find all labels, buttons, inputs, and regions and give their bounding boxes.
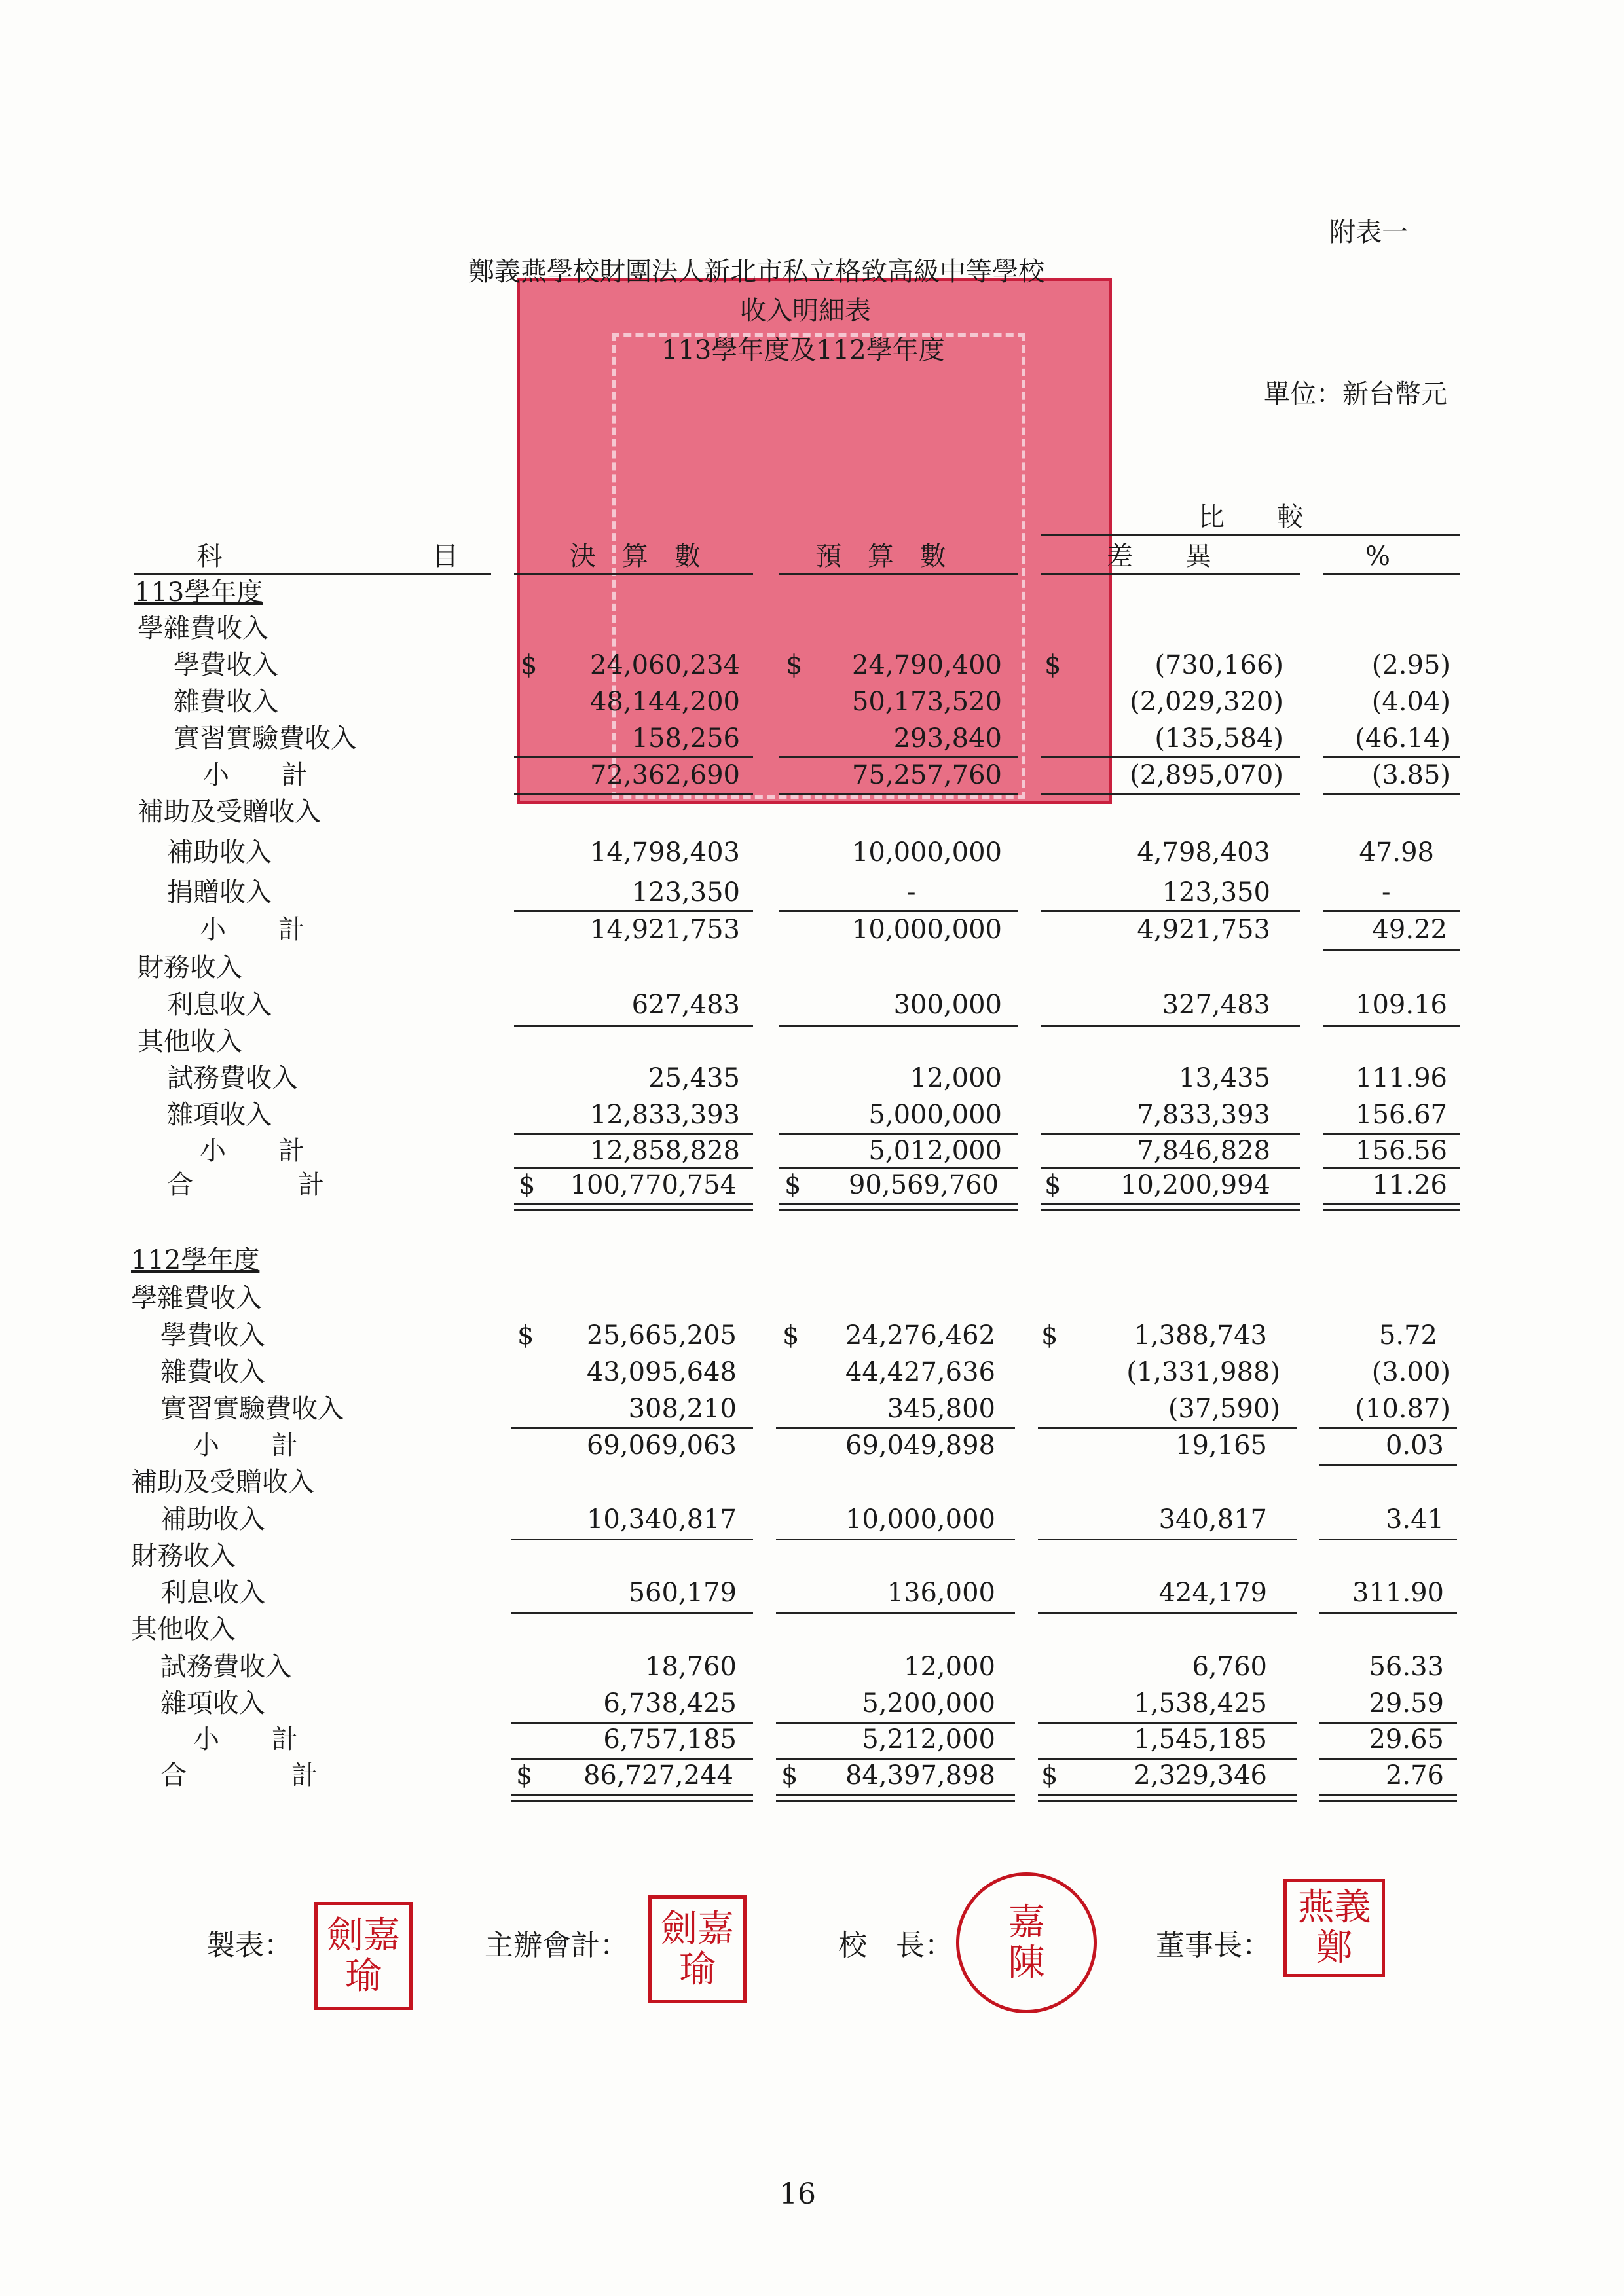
subtotal-rule (514, 1167, 753, 1169)
budget-value: 5,012,000 (868, 1136, 1002, 1166)
subtotal-rule (779, 1133, 1018, 1135)
compare-header: 比 較 (1198, 502, 1303, 532)
subtotal-rule (776, 1758, 1015, 1760)
header-rule (514, 573, 753, 575)
budget-value: 84,397,898 (845, 1760, 995, 1791)
subtotal-rule (514, 1133, 753, 1135)
diff-value: (730,166) (1154, 650, 1283, 680)
subtotal-rule (779, 756, 1018, 758)
pct-value: 56.33 (1369, 1652, 1444, 1682)
accountant-label: 主辦會計： (485, 1929, 629, 1962)
budget-value: 75,257,760 (851, 760, 1002, 790)
subtotal-rule (779, 1025, 1018, 1027)
subtotal-rule (776, 1539, 1015, 1540)
actual-value: 25,665,205 (586, 1321, 737, 1351)
total-double-rule (1041, 1203, 1300, 1211)
budget-value: 10,000,000 (845, 1504, 995, 1535)
row-label: 試務費收入 (167, 1063, 298, 1093)
row-label: 補助收入 (167, 837, 272, 867)
subtotal-rule (1041, 1167, 1300, 1169)
pct-value: 11.26 (1372, 1170, 1447, 1200)
actual-value: 24,060,234 (589, 650, 740, 680)
subtotal-rule (511, 1612, 753, 1614)
subtotal-rule (1041, 1025, 1300, 1027)
subtotal-rule (1038, 1539, 1297, 1540)
diff-value: (135,584) (1154, 723, 1283, 754)
annex-label: 附表一 (1329, 217, 1408, 247)
group-label: 財務收入 (138, 953, 242, 983)
diff-value: 4,921,753 (1137, 915, 1270, 945)
pct-value: 29.65 (1369, 1724, 1444, 1755)
subtotal-rule (514, 756, 753, 758)
currency-sign: $ (1044, 1170, 1061, 1200)
pct-value: 2.76 (1385, 1760, 1444, 1791)
group-label: 補助及受贈收入 (131, 1467, 314, 1497)
subtotal-rule (511, 1427, 753, 1429)
row-label: 雜費收入 (174, 687, 278, 717)
subtotal-rule (514, 793, 753, 795)
pct-value: (2.95) (1371, 650, 1450, 680)
subtotal-rule (1323, 756, 1460, 758)
currency-sign: $ (786, 650, 803, 680)
row-label: 利息收入 (167, 990, 272, 1020)
document-period: 113學年度及112學年度 (661, 335, 945, 365)
diff-value: 19,165 (1175, 1430, 1267, 1461)
row-label: 捐贈收入 (167, 877, 272, 907)
pct-value: (3.85) (1371, 760, 1450, 790)
budget-value: 5,200,000 (862, 1688, 995, 1719)
pct-value: 49.22 (1372, 915, 1447, 945)
actual-value: 560,179 (628, 1578, 737, 1608)
total-double-rule (1323, 1203, 1460, 1211)
subtotal-rule (779, 1167, 1018, 1169)
budget-value: 24,790,400 (851, 650, 1002, 680)
subtotal-rule (1323, 1167, 1460, 1169)
currency-sign: $ (516, 1760, 533, 1791)
budget-value: 10,000,000 (851, 837, 1002, 867)
budget-value: 300,000 (893, 990, 1002, 1020)
diff-value: 10,200,994 (1120, 1170, 1270, 1200)
actual-value: 25,435 (648, 1063, 740, 1093)
header-rule (1323, 573, 1460, 575)
actual-value: 43,095,648 (586, 1357, 737, 1387)
accountant-stamp: 劍嘉 瑜 (648, 1895, 747, 2003)
actual-value: 12,858,828 (589, 1136, 740, 1166)
subtotal-rule (511, 1758, 753, 1760)
actual-header: 決 算 數 (570, 541, 701, 572)
total-double-rule (1320, 1794, 1457, 1802)
subtotal-rule (1320, 1427, 1457, 1429)
pct-value: - (1382, 877, 1391, 907)
currency-sign: $ (521, 650, 538, 680)
group-label: 其他收入 (131, 1614, 236, 1645)
pct-value: (3.00) (1371, 1357, 1450, 1387)
subtotal-rule (779, 910, 1018, 912)
row-label: 雜費收入 (160, 1357, 265, 1387)
total-double-rule (779, 1203, 1018, 1211)
pct-value: (46.14) (1355, 723, 1450, 754)
subtotal-rule (1323, 1133, 1460, 1135)
budget-value: - (907, 877, 916, 907)
chairman-label: 董事長： (1156, 1929, 1271, 1962)
currency-sign: $ (781, 1760, 798, 1791)
row-label: 小 計 (203, 760, 308, 790)
pct-value: 109.16 (1356, 990, 1447, 1020)
subtotal-rule (1323, 793, 1460, 795)
diff-value: 424,179 (1158, 1578, 1267, 1608)
row-label: 小 計 (200, 915, 304, 945)
group-label: 財務收入 (131, 1541, 236, 1571)
actual-value: 6,757,185 (603, 1724, 737, 1755)
subtotal-rule (1038, 1427, 1297, 1429)
diff-value: 7,833,393 (1137, 1100, 1270, 1130)
year-113-title: 113學年度 (134, 577, 263, 608)
pct-value: 156.67 (1356, 1100, 1447, 1130)
row-label: 補助收入 (160, 1504, 265, 1535)
subtotal-rule (511, 1539, 753, 1540)
currency-sign: $ (1041, 1321, 1058, 1351)
actual-value: 18,760 (645, 1652, 737, 1682)
budget-value: 24,276,462 (845, 1321, 995, 1351)
diff-value: 327,483 (1162, 990, 1270, 1020)
subtotal-rule (514, 910, 753, 912)
row-label: 合 計 (160, 1760, 318, 1791)
total-double-rule (1038, 1794, 1297, 1802)
actual-value: 10,340,817 (586, 1504, 737, 1535)
pct-value: 311.90 (1352, 1578, 1444, 1608)
row-label: 小 計 (193, 1430, 298, 1461)
principal-stamp: 嘉 陳 (956, 1872, 1097, 2013)
currency-sign: $ (517, 1321, 534, 1351)
subtotal-rule (1038, 1612, 1297, 1614)
row-label: 雜項收入 (160, 1688, 265, 1719)
subtotal-rule (1038, 1758, 1297, 1760)
diff-header: 差 異 (1107, 541, 1211, 572)
pct-header: % (1365, 541, 1391, 572)
budget-value: 293,840 (893, 723, 1002, 754)
subtotal-rule (1320, 1722, 1457, 1724)
preparer-stamp: 劍嘉 瑜 (314, 1902, 413, 2010)
diff-value: (37,590) (1168, 1394, 1280, 1424)
currency-sign: $ (783, 1321, 800, 1351)
row-label: 試務費收入 (160, 1652, 291, 1682)
subtotal-rule (779, 793, 1018, 795)
group-label: 其他收入 (138, 1027, 242, 1057)
group-label: 學雜費收入 (131, 1283, 262, 1313)
budget-value: 12,000 (910, 1063, 1002, 1093)
principal-label: 校 長： (838, 1929, 953, 1962)
diff-value: 340,817 (1158, 1504, 1267, 1535)
subject-header: 科 目 (196, 541, 458, 572)
subtotal-rule (1320, 1539, 1457, 1540)
row-label: 學費收入 (174, 650, 278, 680)
actual-value: 627,483 (631, 990, 740, 1020)
subtotal-rule (1320, 1464, 1457, 1466)
actual-value: 69,069,063 (586, 1430, 737, 1461)
budget-value: 90,569,760 (848, 1170, 999, 1200)
diff-value: 13,435 (1179, 1063, 1270, 1093)
pct-value: (4.04) (1371, 687, 1450, 717)
pct-value: (10.87) (1355, 1394, 1450, 1424)
diff-value: 1,388,743 (1134, 1321, 1267, 1351)
row-label: 雜項收入 (167, 1100, 272, 1130)
chairman-stamp: 燕義 鄭 (1283, 1879, 1385, 1977)
budget-value: 44,427,636 (845, 1357, 995, 1387)
unit-label: 單位：新台幣元 (1264, 379, 1447, 409)
budget-value: 5,212,000 (862, 1724, 995, 1755)
compare-rule (1041, 534, 1460, 536)
subtotal-rule (1323, 1025, 1460, 1027)
subtotal-rule (1041, 756, 1300, 758)
pct-value: 5.72 (1378, 1321, 1437, 1351)
diff-value: 1,545,185 (1134, 1724, 1267, 1755)
actual-value: 14,798,403 (589, 837, 740, 867)
subtotal-rule (1323, 910, 1460, 912)
total-double-rule (514, 1203, 753, 1211)
budget-value: 12,000 (904, 1652, 995, 1682)
group-label: 補助及受贈收入 (138, 797, 321, 827)
subtotal-rule (1320, 1612, 1457, 1614)
subtotal-rule (511, 1722, 753, 1724)
row-label: 利息收入 (160, 1578, 265, 1608)
diff-value: 123,350 (1162, 877, 1270, 907)
actual-value: 12,833,393 (589, 1100, 740, 1130)
header-rule (779, 573, 1018, 575)
header-rule (134, 573, 491, 575)
subtotal-rule (1041, 793, 1300, 795)
currency-sign: $ (784, 1170, 802, 1200)
diff-value: (1,331,988) (1126, 1357, 1280, 1387)
budget-header: 預 算 數 (815, 541, 946, 572)
total-double-rule (511, 1794, 753, 1802)
budget-value: 50,173,520 (851, 687, 1002, 717)
actual-value: 100,770,754 (570, 1170, 737, 1200)
row-label: 小 計 (193, 1724, 298, 1755)
header-rule (1041, 573, 1300, 575)
pct-value: 0.03 (1385, 1430, 1444, 1461)
row-label: 實習實驗費收入 (160, 1394, 344, 1424)
diff-value: 1,538,425 (1134, 1688, 1267, 1719)
actual-value: 72,362,690 (589, 760, 740, 790)
currency-sign: $ (519, 1170, 536, 1200)
diff-value: (2,895,070) (1130, 760, 1283, 790)
subtotal-rule (1038, 1722, 1297, 1724)
diff-value: 7,846,828 (1137, 1136, 1270, 1166)
diff-value: 4,798,403 (1137, 837, 1270, 867)
year-112-title: 112學年度 (131, 1245, 260, 1275)
subtotal-rule (514, 1025, 753, 1027)
actual-value: 308,210 (628, 1394, 737, 1424)
row-label: 合 計 (167, 1170, 324, 1200)
budget-value: 136,000 (887, 1578, 995, 1608)
actual-value: 48,144,200 (589, 687, 740, 717)
row-label: 學費收入 (160, 1321, 265, 1351)
actual-value: 14,921,753 (589, 915, 740, 945)
document-subtitle: 收入明細表 (740, 296, 871, 326)
subtotal-rule (1320, 1758, 1457, 1760)
page-number: 16 (779, 2178, 816, 2211)
document-title: 鄭義燕學校財團法人新北市私立格致高級中等學校 (468, 257, 1044, 287)
subtotal-rule (1041, 910, 1300, 912)
currency-sign: $ (1044, 650, 1061, 680)
subtotal-rule (1323, 949, 1460, 951)
currency-sign: $ (1041, 1760, 1058, 1791)
diff-value: 2,329,346 (1134, 1760, 1267, 1791)
budget-value: 5,000,000 (868, 1100, 1002, 1130)
total-double-rule (776, 1794, 1015, 1802)
subtotal-rule (776, 1427, 1015, 1429)
group-label: 學雜費收入 (138, 613, 268, 644)
subtotal-rule (776, 1612, 1015, 1614)
pct-value: 29.59 (1369, 1688, 1444, 1719)
pct-value: 3.41 (1385, 1504, 1444, 1535)
preparer-label: 製表： (206, 1929, 293, 1962)
diff-value: (2,029,320) (1130, 687, 1283, 717)
actual-value: 6,738,425 (603, 1688, 737, 1719)
subtotal-rule (1041, 1133, 1300, 1135)
budget-value: 69,049,898 (845, 1430, 995, 1461)
pct-value: 156.56 (1356, 1136, 1447, 1166)
row-label: 小 計 (200, 1136, 304, 1166)
budget-value: 10,000,000 (851, 915, 1002, 945)
diff-value: 6,760 (1192, 1652, 1267, 1682)
pct-value: 111.96 (1356, 1063, 1447, 1093)
row-label: 實習實驗費收入 (174, 723, 357, 754)
pct-value: 47.98 (1359, 837, 1434, 867)
actual-value: 123,350 (631, 877, 740, 907)
subtotal-rule (776, 1722, 1015, 1724)
actual-value: 86,727,244 (583, 1760, 733, 1791)
budget-value: 345,800 (887, 1394, 995, 1424)
actual-value: 158,256 (631, 723, 740, 754)
